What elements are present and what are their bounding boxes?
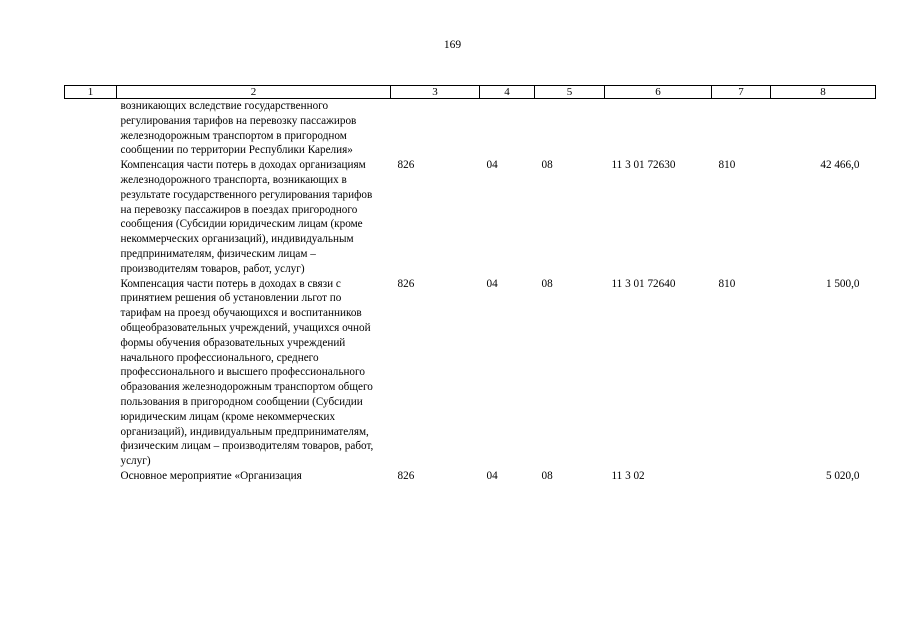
- cell-expense-type: [712, 99, 771, 159]
- cell-col1: [65, 99, 117, 159]
- page-number: 169: [443, 39, 462, 51]
- budget-table: [64, 85, 876, 484]
- cell-name: возникающих вследствие государственного регулирования тарифов на перевозку пассажиров железнодорожным транспортом в пригородном сообщении по территории Республики Карелия»: [120, 100, 357, 157]
- cell-subsection: 08: [541, 159, 553, 172]
- cell-section: 04: [486, 469, 498, 482]
- header-col-6: 6: [605, 86, 712, 99]
- table-row: [65, 99, 876, 159]
- cell-expense-type: [712, 469, 771, 484]
- cell-subsection: [535, 99, 605, 159]
- header-col-3: 3: [391, 86, 480, 99]
- header-col-2: 2: [117, 86, 391, 99]
- cell-ministry: 826: [397, 159, 415, 172]
- cell-target-item: [605, 99, 712, 159]
- cell-expense-type: 810: [718, 277, 736, 290]
- header-col-7: 7: [712, 86, 771, 99]
- cell-name: Компенсация части потерь в доходах организациям железнодорожного транспорта, возникающих в результате государственного регулирования тарифов на перевозку пассажиров в поездах пригородного сообщения (Субсидии юридическим лицам (кроме некоммерческих организаций), индивидуальным предпринимателям, физическим лицам – производителям товаров, работ, услуг): [120, 159, 373, 275]
- cell-section: 04: [486, 159, 498, 172]
- cell-col1: [65, 469, 117, 484]
- cell-col1: [65, 277, 117, 469]
- header-col-1: 1: [65, 86, 117, 99]
- table-row: [65, 469, 876, 484]
- header-col-5: 5: [535, 86, 605, 99]
- table-row: [65, 158, 876, 276]
- cell-target-item: 11 3 02: [611, 469, 645, 482]
- cell-ministry: 826: [397, 277, 415, 290]
- cell-amount: 5 020,0: [825, 469, 860, 482]
- cell-section: 04: [486, 277, 498, 290]
- table-body: [65, 99, 876, 484]
- cell-ministry: 826: [397, 469, 415, 482]
- cell-expense-type: 810: [718, 159, 736, 172]
- cell-target-item: 11 3 01 72640: [611, 277, 676, 290]
- cell-target-item: 11 3 01 72630: [611, 159, 676, 172]
- cell-ministry: [391, 99, 480, 159]
- cell-name: Компенсация части потерь в доходах в связи с принятием решения об установлении льгот по тарифам на проезд обучающихся и воспитанников общеобразовательных учреждений, учащихся очной формы обучения образовательных учреждений начального профессионального, среднего профессионального и высшего профессионального образования железнодорожным транспортом общего пользования в пригородном сообщении (Субсидии юридическим лицам (кроме некоммерческих организаций), индивидуальным предпринимателям, физическим лицам – производителям товаров, работ, услуг): [120, 277, 374, 468]
- cell-col1: [65, 158, 117, 276]
- cell-amount: 1 500,0: [825, 277, 860, 290]
- cell-subsection: 08: [541, 469, 553, 482]
- cell-subsection: 08: [541, 277, 553, 290]
- cell-amount: 42 466,0: [820, 159, 860, 172]
- cell-section: [480, 99, 535, 159]
- cell-amount: [771, 99, 876, 159]
- header-row: [65, 86, 876, 99]
- table-row: [65, 277, 876, 469]
- header-col-8: 8: [771, 86, 876, 99]
- header-col-4: 4: [480, 86, 535, 99]
- table-header: [65, 86, 876, 99]
- cell-name: Основное мероприятие «Организация: [120, 469, 302, 482]
